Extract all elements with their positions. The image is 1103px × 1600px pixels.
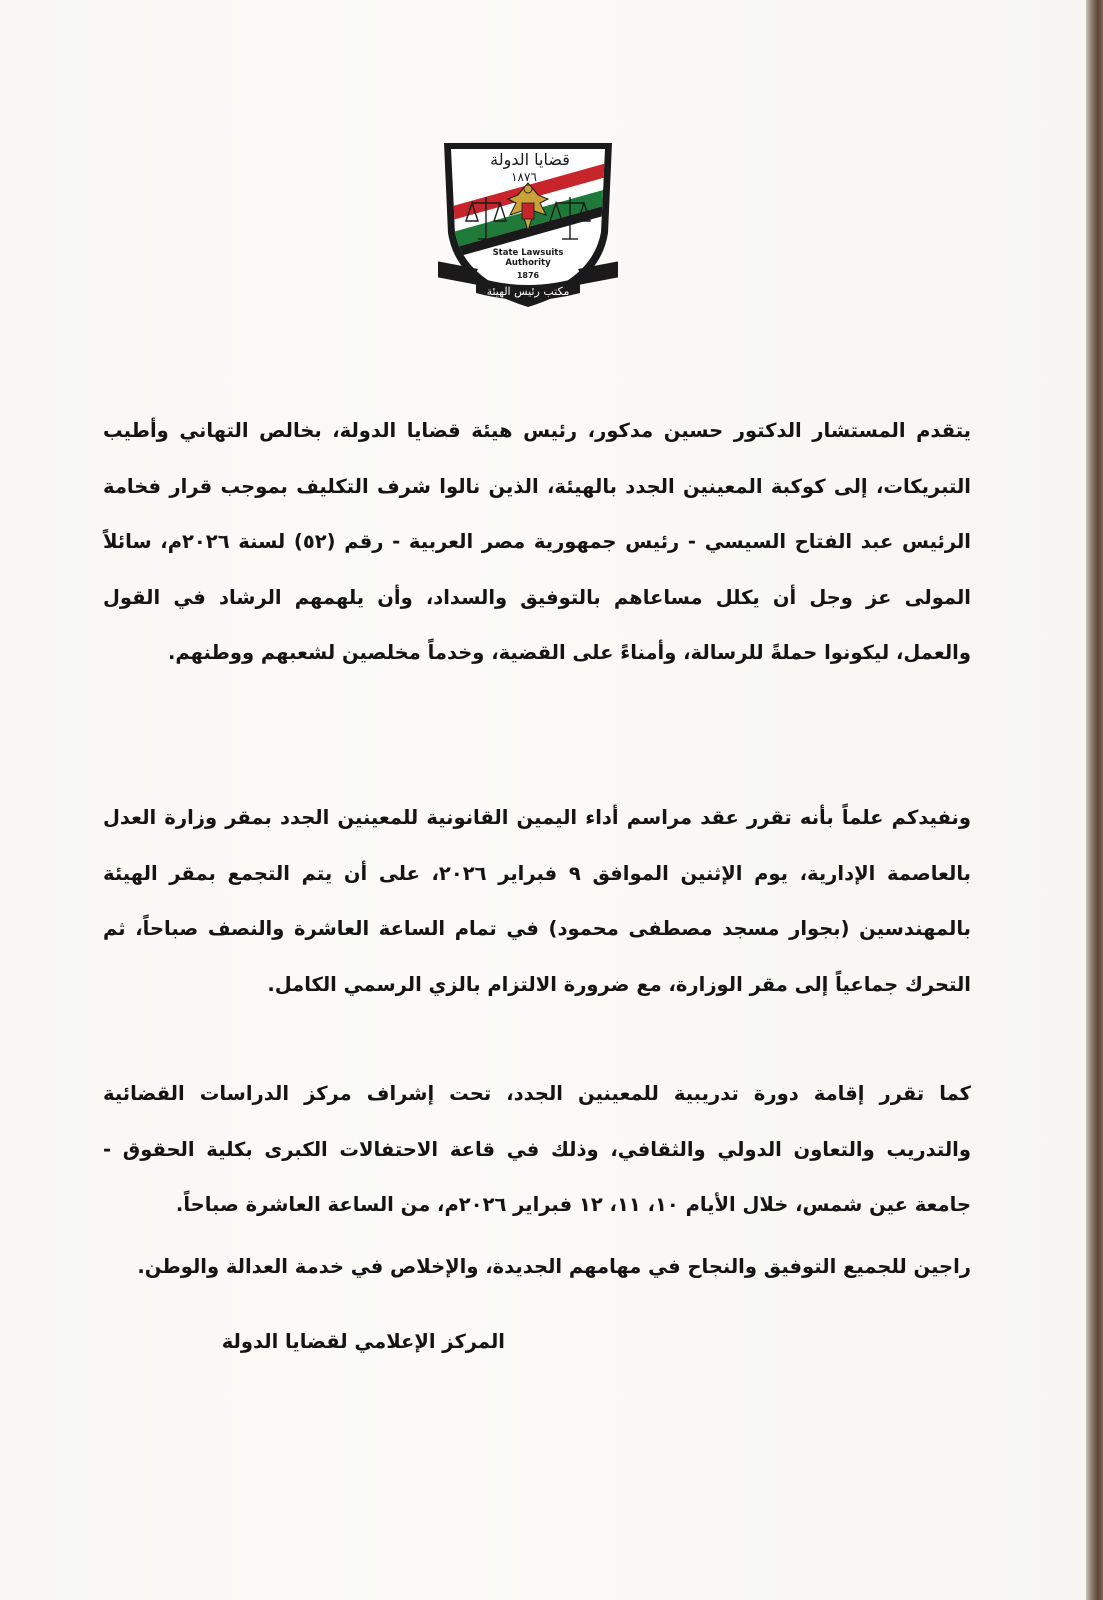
paragraph-oath-ceremony: ونفيدكم علماً بأنه تقرر عقد مراسم أداء اليمين القانونية للمعينين الجدد بمقر وزارة العدل بالعاصمة الإدارية، يوم الإثنين الموافق ٩ فبراير ٢٠٢٦، على أن يتم التجمع بمقر الهيئة بالمهندسين (بجوار مسجد مصطفى محمود) في تمام الساعة العاشرة والنصف صباحاً، ثم التحرك جماعياً إلى مقر الوزارة، مع ضرورة الالتزام بالزي الرسمي الكامل. xyxy=(103,806,971,996)
logo-english-line2: Authority xyxy=(505,258,551,268)
page-edge-shadow xyxy=(1086,0,1103,1600)
paragraph-training-course: كما تقرر إقامة دورة تدريبية للمعينين الجدد، تحت إشراف مركز الدراسات القضائية والتدريب والتعاون الدولي والثقافي، وذلك في قاعة الاحتفالات الكبرى بكلية الحقوق - جامعة عين شمس، خلال الأيام ١٠، ١١، ١٢ فبراير ٢٠٢٦م، من الساعة العاشرة صباحاً. xyxy=(103,1082,971,1216)
logo-arabic-name: قضايا الدولة xyxy=(490,150,570,169)
logo-arabic-year: ١٨٧٦ xyxy=(511,170,537,184)
paragraph-closing-wishes: راجين للجميع التوفيق والنجاح في مهامهم الجديدة، والإخلاص في خدمة العدالة والوطن. xyxy=(137,1255,971,1278)
paragraph-congratulations: يتقدم المستشار الدكتور حسين مدكور، رئيس هيئة قضايا الدولة، بخالص التهاني وأطيب التبريكات، إلى كوكبة المعينين الجدد بالهيئة، الذين نالوا شرف التكليف بموجب قرار فخامة الرئيس عبد الفتاح السيسي - رئيس جمهورية مصر العربية - رقم (٥٢) لسنة ٢٠٢٦م، سائلاً المولى عز وجل أن يكلل مساعاهم بالتوفيق والسداد، وأن يلهمهم الرشاد في القول والعمل، ليكونوا حملةً للرسالة، وأمناءً على القضية، وخدماً مخلصين لشعبهم ووطنهم. xyxy=(103,419,971,664)
shield-emblem-icon xyxy=(438,135,618,315)
logo-year: 1876 xyxy=(516,271,540,280)
state-lawsuits-authority-emblem xyxy=(438,135,618,315)
signature-media-center: المركز الإعلامي لقضايا الدولة xyxy=(221,1330,505,1353)
logo-english-line1: State Lawsuits xyxy=(492,248,564,258)
logo-ribbon-text: مكتب رئيس الهيئة xyxy=(486,285,570,298)
